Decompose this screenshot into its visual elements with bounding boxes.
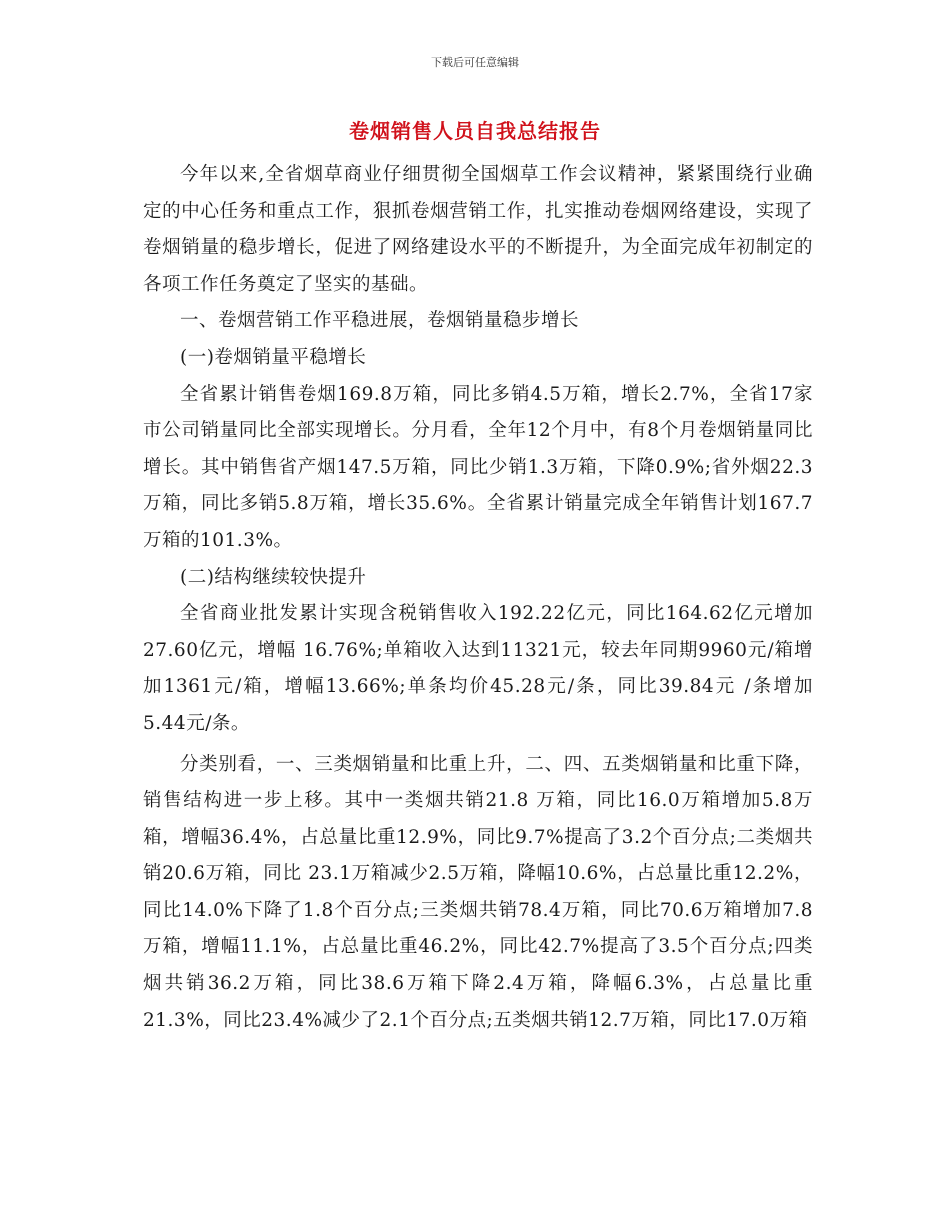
subsection-heading-2: (二)结构继续较快提升 [180, 566, 367, 588]
subsection-heading-1: (一)卷烟销量平稳增长 [180, 346, 367, 368]
section-heading-1: 一、卷烟营销工作平稳进展，卷烟销量稳步增长 [180, 310, 580, 332]
document-title: 卷烟销售人员自我总结报告 [349, 119, 601, 143]
paragraph-intro: 今年以来,全省烟草商业仔细贯彻全国烟草工作会议精神，紧紧围绕行业确定的中心任务和重点工作，狠抓卷烟营销工作，扎实推动卷烟网络建设，实现了卷烟销量的稳步增长，促进了网络建设水平的不断提升，为全面完成年初制定的各项工作任务奠定了坚实的基础。 [143, 164, 813, 295]
paragraph-category-breakdown: 分类别看，一、三类烟销量和比重上升，二、四、五类烟销量和比重下降，销售结构进一步上移。其中一类烟共销21.8 万箱，同比16.0万箱增加5.8万箱，增幅36.4%，占总量比重12.9%，同比9.7%提高了3.2个百分点;二类烟共销20.6万箱，同比 23.1万箱减少2.5万箱，降幅10.6%，占总量比重12.2%，同比14.0%下降了1.8个百分点;三类烟共销78.4万箱，同比70.6万箱增加7.8万箱，增幅11.1%，占总量比重46.2%，同比42.7%提高了3.5个百分点;四类烟共销36.2万箱，同比38.6万箱下降2.4万箱，降幅6.3%，占总量比重21.3%，同比23.4%减少了2.1个百分点;五类烟共销12.7万箱，同比17.0万箱 [143, 753, 813, 1031]
paragraph-revenue: 全省商业批发累计实现含税销售收入192.22亿元，同比164.62亿元增加27.60亿元，增幅 16.76%;单箱收入达到11321元，较去年同期9960元/箱增加1361元/箱，增幅13.66%;单条均价45.28元/条，同比39.84元 /条增加5.44元/条。 [143, 603, 813, 734]
document-body [143, 157, 813, 1039]
paragraph-sales-volume: 全省累计销售卷烟169.8万箱，同比多销4.5万箱，增长2.7%，全省17家市公司销量同比全部实现增长。分月看，全年12个月中，有8个月卷烟销量同比增长。其中销售省产烟147.5万箱，同比少销1.3万箱，下降0.9%;省外烟22.3万箱，同比多销5.8万箱，增长35.6%。全省累计销量完成全年销售计划167.7万箱的101.3%。 [143, 383, 813, 551]
page-header-note: 下载后可任意编辑 [431, 56, 519, 69]
